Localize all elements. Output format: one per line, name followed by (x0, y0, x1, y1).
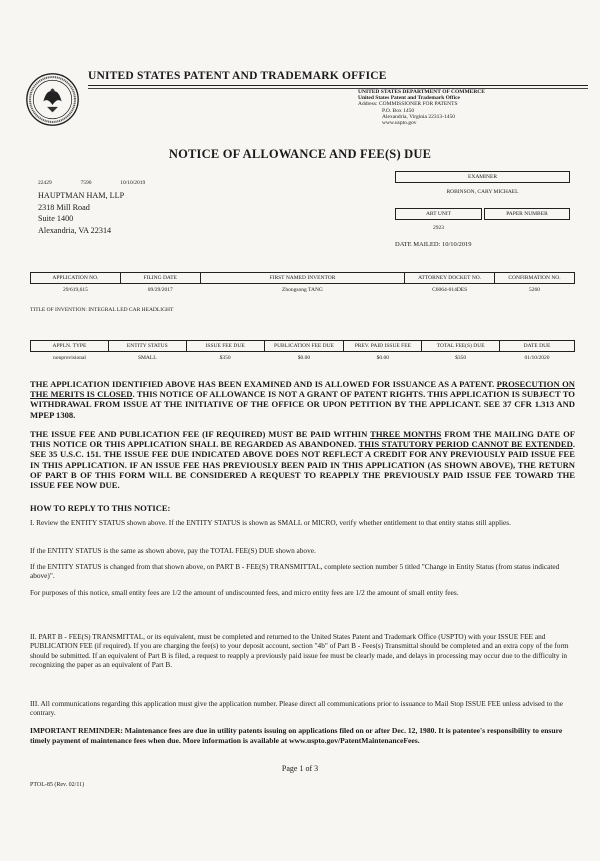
entity-status: SMALL (137, 354, 157, 361)
date-due: 01/10/2020 (524, 354, 550, 361)
prosecution-closed-text: PROSECUTION ON THE MERITS IS CLOSED (30, 379, 575, 400)
total-fees-due: $350 (455, 354, 467, 361)
publication-fee-due: $0.00 (297, 354, 311, 361)
column-header: APPLN. TYPE (31, 341, 109, 352)
application-type: nonprovisional (52, 354, 86, 361)
art-unit-value: 2923 (433, 225, 444, 231)
fee-text: THE ISSUE FEE AND PUBLICATION FEE (IF REQUIRED) MUST BE PAID WITHIN (30, 429, 371, 439)
table-header-row (31, 273, 575, 284)
column-header: FIRST NAMED INVENTOR (200, 273, 405, 284)
three-months-text: THREE MONTHS (370, 429, 442, 439)
date-mailed: DATE MAILED: 10/10/2019 (395, 241, 472, 248)
column-header: CONFIRMATION NO. (495, 273, 575, 284)
table-row (31, 284, 575, 296)
allowance-paragraph (30, 379, 575, 420)
column-header: PUBLICATION FEE DUE (264, 341, 344, 352)
address-line: P.O. Box 1450 (382, 107, 415, 114)
address-line: United States Patent and Trademark Office (358, 95, 460, 102)
table-header-row (31, 341, 575, 352)
prev-paid-issue-fee: $0.00 (376, 354, 390, 361)
how-to-reply-heading: HOW TO REPLY TO THIS NOTICE: (30, 503, 171, 513)
art-unit-label-box (395, 208, 482, 220)
uspto-seal-logo (25, 72, 80, 127)
correspondence-date: 10/10/2019 (120, 180, 146, 186)
firm-name: HAUPTMAN HAM, LLP (38, 191, 125, 200)
instruction-paragraph: If the ENTITY STATUS is the same as shown above, pay the TOTAL FEE(S) DUE shown above. (30, 546, 316, 555)
allowance-text: THE APPLICATION IDENTIFIED ABOVE HAS BEEN EXAMINED AND IS ALLOWED FOR ISSUANCE AS A PATENT. (30, 379, 495, 389)
first-named-inventor: Zhongsong TANG (282, 286, 323, 293)
column-header: DATE DUE (500, 341, 575, 352)
allowance-text-continued: . THIS NOTICE OF ALLOWANCE IS NOT A GRANT OF PATENT RIGHTS. THIS APPLICATION IS SUBJECT TO WITHDRAWAL FROM ISSUE AT THE INITIATIVE OF THE OFFICE OR UPON PETITION BY THE APPLICANT. SEE 37 CFR 1.313 AND MPEP 1308. (30, 389, 575, 420)
table-row (31, 352, 575, 364)
column-header: ATTORNEY DOCKET NO. (405, 273, 495, 284)
art-unit-label: ART UNIT (425, 211, 452, 217)
examiner-label-box (395, 171, 570, 183)
correspondence-code: 7590 (80, 180, 92, 186)
column-header: PREV. PAID ISSUE FEE (344, 341, 422, 352)
form-id: PTOL-85 (Rev. 02/11) (30, 782, 85, 788)
header-rule-secondary (88, 88, 588, 89)
column-header: TOTAL FEE(S) DUE (422, 341, 500, 352)
statutory-period-text: THIS STATUTORY PERIOD CANNOT BE EXTENDED (358, 439, 573, 450)
instruction-paragraph: If the ENTITY STATUS is changed from that shown above, on PART B - FEE(S) TRANSMITTAL, complete section number 5 titled "Change in Entity Status (from status indicated above)". (30, 562, 560, 581)
paper-number-label: PAPER NUMBER (506, 211, 548, 217)
header-rule (88, 85, 588, 86)
fee-payment-paragraph (30, 429, 575, 490)
application-number: 29/619,615 (62, 286, 88, 293)
page-number: Page 1 of 3 (281, 764, 319, 773)
instruction-paragraph: III. All communications regarding this application must give the application number. Please direct all communications prior to issuance to Mail Stop ISSUE FEE unless advised to the contrary. (30, 699, 563, 718)
correspondence-codes (38, 180, 145, 186)
address-line: Address: COMMISSIONER FOR PATENTS (358, 101, 458, 108)
street-line: 2318 Mill Road (38, 202, 90, 212)
address-line: Alexandria, Virginia 22313-1450 (382, 113, 455, 120)
examiner-label: EXAMINER (467, 174, 498, 180)
office-address (358, 89, 485, 126)
office-name: UNITED STATES PATENT AND TRADEMARK OFFICE (88, 70, 387, 82)
instruction-paragraph: I. Review the ENTITY STATUS shown above. If the ENTITY STATUS is shown as SMALL or MICRO, verify whether entitlement to that entity status still applies. (30, 518, 511, 527)
city-line: Alexandria, VA 22314 (38, 225, 112, 235)
column-header: APPLICATION NO. (31, 273, 121, 284)
issue-fee-due: $350 (219, 354, 231, 361)
fee-table (30, 340, 575, 363)
attorney-docket-number: C6064-014DES (432, 286, 468, 293)
paper-number-label-box (484, 208, 570, 220)
examiner-name: ROBINSON, CARY MICHAEL (446, 189, 519, 195)
fee-text-end: . SEE 35 U.S.C. 151. THE ISSUE FEE DUE INDICATED ABOVE DOES NOT REFLECT A CREDIT FOR ANY PREVIOUSLY PAID ISSUE FEE IN THIS APPLICATION. IF AN ISSUE FEE HAS PREVIOUSLY BEEN PAID IN THIS APPLICATION (AS SHOWN ABOVE), THE RETURN OF PART B OF THIS FORM WILL BE CONSIDERED A REQUEST TO REAPPLY THE PREVIOUSLY PAID ISSUE FEE TOWARD THE ISSUE FEE NOW DUE. (30, 439, 575, 491)
application-table (30, 272, 575, 295)
customer-number: 22429 (38, 180, 52, 186)
address-line: www.uspto.gov (382, 120, 417, 127)
correspondence-address (38, 190, 124, 236)
notice-title: NOTICE OF ALLOWANCE AND FEE(S) DUE (168, 147, 432, 161)
fee-text-continued: FROM THE MAILING DATE OF THIS NOTICE OR THIS APPLICATION SHALL BE REGARDED AS ABANDONED. (30, 429, 576, 450)
column-header: FILING DATE (120, 273, 200, 284)
title-of-invention: TITLE OF INVENTION: INTEGRAL LED CAR HEADLIGHT (30, 307, 174, 313)
instruction-paragraph: For purposes of this notice, small entity fees are 1/2 the amount of undiscounted fees, and micro entity fees are 1/2 the amount of small entity fees. (30, 588, 459, 597)
address-line: UNITED STATES DEPARTMENT OF COMMERCE (358, 89, 485, 95)
important-reminder: IMPORTANT REMINDER: Maintenance fees are due in utility patents issuing on applications filed on or after Dec. 12, 1980. It is patentee's responsibility to ensure timely payment of maintenance fees when due. More information is available at www.uspto.gov/PatentMaintenanceFees. (30, 726, 563, 745)
confirmation-number: 5260 (529, 286, 541, 293)
column-header: ISSUE FEE DUE (186, 341, 264, 352)
filing-date: 09/29/2017 (147, 286, 173, 293)
instruction-paragraph: II. PART B - FEE(S) TRANSMITTAL, or its equivalent, must be completed and returned to the United States Patent and Trademark Office (USPTO) with your ISSUE FEE and PUBLICATION FEE (if required). If you are charging the fee(s) to your deposit account, section "4b" of Part B - Fees(s) Transmittal should be completed and an extra copy of the form should be submitted. If an equivalent of Part B is filed, a request to reapply a previously paid issue fee must be clearly made, and delays in processing may occur due to the difficulty in recognizing the paper as an equivalent of Part B. (30, 632, 569, 670)
column-header: ENTITY STATUS (108, 341, 186, 352)
suite-line: Suite 1400 (38, 214, 74, 223)
